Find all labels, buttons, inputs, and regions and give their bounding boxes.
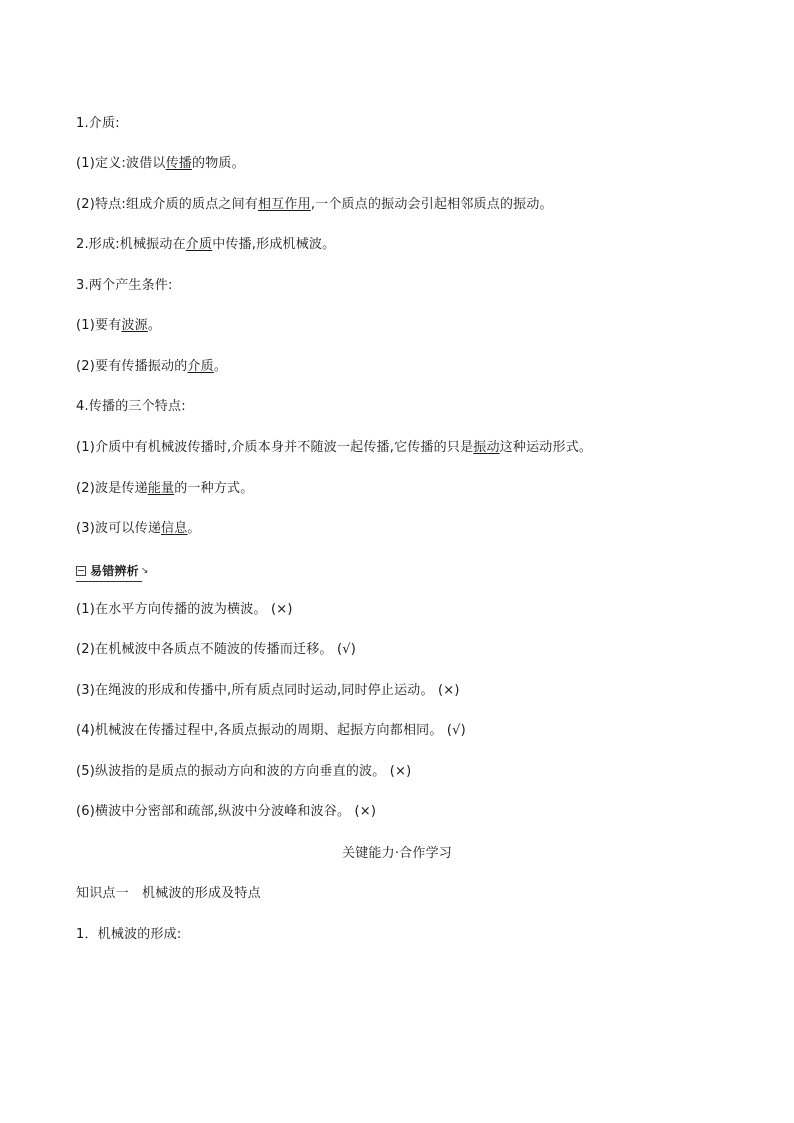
condition-2-prefix: (2)要有传播振动的 (76, 359, 188, 374)
section-4-heading: 4.传播的三个特点: (76, 399, 186, 414)
judge-item (76, 641, 356, 659)
propagation-2-answer: 能量 (147, 481, 175, 496)
judge-mark: (×) (354, 804, 377, 819)
judge-item (76, 763, 411, 781)
judge-mark: (√) (336, 642, 356, 657)
propagation-1-prefix: (1)介质中有机械波传播时,介质本身并不随波一起传播,它传播的只是 (76, 440, 474, 455)
section-title: 关键能力·合作学习 (342, 846, 452, 861)
feature-suffix: ,一个质点的振动会引起相邻质点的振动。 (310, 197, 553, 212)
judge-text: (2)在机械波中各质点不随波的传播而迁移。 (76, 642, 333, 657)
condition-1-prefix: (1)要有 (76, 318, 122, 333)
judge-item (76, 682, 460, 700)
condition-1-suffix: 。 (147, 318, 162, 333)
judge-mark: (×) (270, 602, 293, 617)
judge-item (76, 803, 376, 821)
propagation-1-line (76, 439, 592, 457)
condition-2-line (76, 358, 227, 376)
feature-answer: 相互作用 (258, 197, 311, 212)
subsection-heading: 1．机械波的形成: (76, 927, 182, 942)
propagation-1-answer: 振动 (473, 440, 500, 455)
definition-answer: 传播 (165, 156, 193, 171)
section-1-heading: 1.介质: (76, 116, 120, 131)
badge-label: 易错辨析 (90, 564, 139, 578)
judge-item (76, 601, 293, 619)
judge-mark: (√) (446, 723, 466, 738)
propagation-2-line (76, 480, 253, 498)
propagation-3-line (76, 520, 201, 538)
propagation-3-prefix: (3)波可以传递 (76, 521, 162, 536)
definition-line (76, 155, 245, 173)
error-analysis-badge (76, 562, 149, 580)
judge-text: (5)纵波指的是质点的振动方向和波的方向垂直的波。 (76, 764, 386, 779)
knowledge-point-heading: 知识点一 机械波的形成及特点 (76, 886, 261, 901)
definition-suffix: 的物质。 (192, 156, 245, 171)
judge-mark: (×) (389, 764, 412, 779)
formation-suffix: 中传播,形成机械波。 (212, 237, 336, 252)
judge-text: (4)机械波在传播过程中,各质点振动的周期、起振方向都相同。 (76, 723, 443, 738)
formation-line (76, 236, 335, 254)
propagation-3-suffix: 。 (187, 521, 201, 536)
badge-underline (76, 581, 142, 582)
condition-2-answer: 介质 (187, 359, 214, 374)
judge-text: (6)横波中分密部和疏部,纵波中分波峰和波谷。 (76, 804, 351, 819)
formation-prefix: 2.形成:机械振动在 (76, 237, 186, 252)
feature-prefix: (2)特点:组成介质的质点之间有 (76, 197, 258, 212)
condition-2-suffix: 。 (213, 359, 228, 374)
formation-answer: 介质 (185, 237, 213, 252)
judge-item (76, 722, 466, 740)
condition-1-answer: 波源 (121, 318, 148, 333)
arrow-tail-icon: ↘ (140, 566, 149, 576)
section-3-heading: 3.两个产生条件: (76, 278, 173, 293)
box-icon (76, 566, 86, 576)
definition-prefix: (1)定义:波借以 (76, 156, 166, 171)
judge-text: (1)在水平方向传播的波为横波。 (76, 602, 267, 617)
judge-text: (3)在绳波的形成和传播中,所有质点同时运动,同时停止运动。 (76, 683, 434, 698)
propagation-3-answer: 信息 (161, 521, 188, 536)
condition-1-line (76, 317, 161, 335)
propagation-2-prefix: (2)波是传递 (76, 481, 148, 496)
propagation-2-suffix: 的一种方式。 (174, 481, 254, 496)
propagation-1-suffix: 这种运动形式。 (499, 440, 593, 455)
feature-line (76, 196, 553, 214)
judge-mark: (×) (438, 683, 460, 698)
